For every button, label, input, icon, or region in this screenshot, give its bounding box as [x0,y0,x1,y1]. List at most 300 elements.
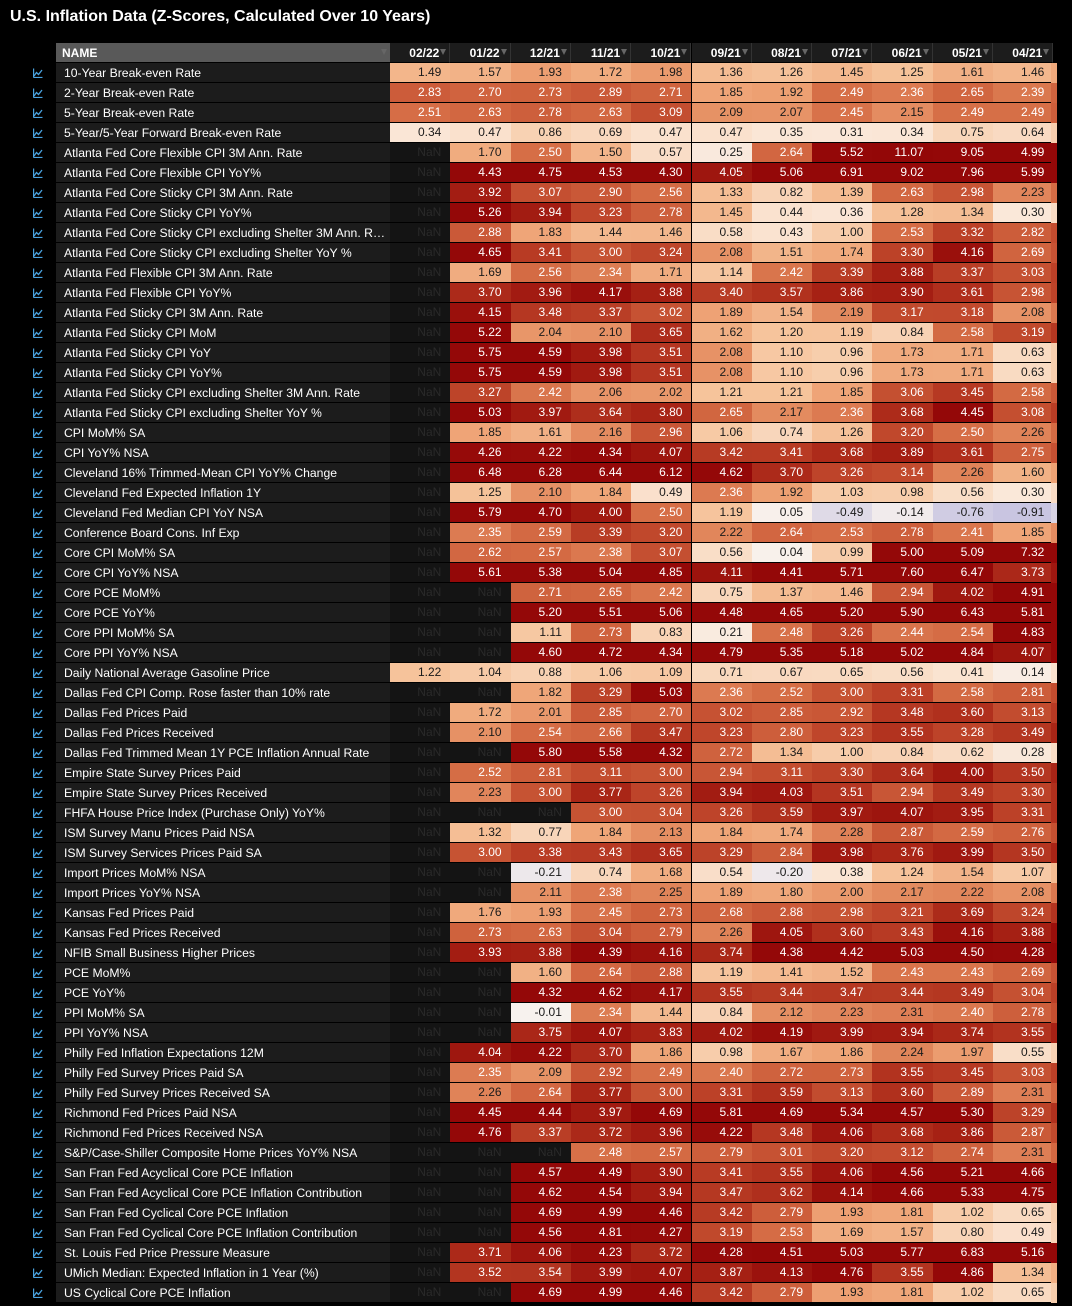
table-row[interactable] [0,843,1072,863]
value-cell: 2.88 [631,963,691,983]
column-header-09-21[interactable] [692,43,752,63]
chart-line-icon[interactable] [33,748,43,758]
value-cell: 2.59 [511,523,571,543]
table-row[interactable] [0,643,1072,663]
chart-line-icon[interactable] [33,208,43,218]
value-cell: 1.86 [631,1043,691,1063]
row-name: Atlanta Fed Sticky CPI YoY% [56,363,390,383]
value-cell: 3.55 [692,983,752,1003]
chart-line-icon[interactable] [33,848,43,858]
chart-line-icon[interactable] [33,868,43,878]
chart-line-icon[interactable] [33,488,43,498]
chart-line-icon[interactable] [33,808,43,818]
value-cell: 3.42 [692,443,752,463]
value-cell: 3.45 [933,383,993,403]
table-row[interactable] [0,443,1072,463]
chart-line-icon[interactable] [33,568,43,578]
chart-line-icon[interactable] [33,908,43,918]
filter-icon[interactable] [621,49,627,55]
value-cell: 1.76 [450,903,510,923]
value-cell: 2.43 [933,963,993,983]
filter-icon[interactable] [381,49,387,55]
table-row[interactable] [0,603,1072,623]
chart-line-icon[interactable] [33,828,43,838]
table-row[interactable] [0,83,1072,103]
value-cell: 3.43 [571,843,631,863]
value-cell: 5.02 [872,643,932,663]
table-row[interactable] [0,943,1072,963]
value-cell: 0.35 [752,123,812,143]
value-cell: 3.99 [571,1263,631,1283]
value-cell: 4.17 [631,983,691,1003]
row-name: Atlanta Fed Flexible CPI 3M Ann. Rate [56,263,390,283]
value-cell: 3.59 [752,803,812,823]
table-row[interactable] [0,63,1072,83]
chart-line-icon[interactable] [33,408,43,418]
value-cell: 4.69 [511,1203,571,1223]
table-row[interactable] [0,243,1072,263]
row-name: Atlanta Fed Core Flexible CPI YoY% [56,163,390,183]
overflow-column-edge [1051,583,1057,603]
value-cell: 0.82 [752,183,812,203]
chart-line-icon[interactable] [33,508,43,518]
table-row[interactable] [0,803,1072,823]
value-cell: NaN [390,423,450,443]
table-row[interactable] [0,743,1072,763]
chart-line-icon[interactable] [33,1088,43,1098]
overflow-column-edge [1051,1163,1057,1183]
value-cell: 1.34 [933,203,993,223]
filter-icon[interactable] [440,49,446,55]
table-row[interactable] [0,963,1072,983]
filter-icon[interactable] [742,49,748,55]
value-cell: 4.62 [692,463,752,483]
table-row[interactable] [0,783,1072,803]
value-cell: 3.51 [812,783,872,803]
value-cell: NaN [450,643,510,663]
chart-line-icon[interactable] [33,168,43,178]
value-cell: 5.09 [933,543,993,563]
value-cell: 4.99 [571,1203,631,1223]
column-header-05-21[interactable] [933,43,993,63]
value-cell: 2.22 [692,523,752,543]
value-cell: -0.14 [872,503,932,523]
chart-line-icon[interactable] [33,1208,43,1218]
table-row[interactable] [0,1123,1072,1143]
table-row[interactable] [0,363,1072,383]
column-header-label: 07/21 [831,46,862,60]
table-row[interactable] [0,1063,1072,1083]
table-row[interactable] [0,1083,1072,1103]
table-row[interactable] [0,263,1072,283]
value-cell: 4.66 [872,1183,932,1203]
value-cell: 4.46 [631,1203,691,1223]
value-cell: NaN [450,1203,510,1223]
table-row[interactable] [0,483,1072,503]
value-cell: 2.34 [571,1003,631,1023]
value-cell: 2.06 [571,383,631,403]
row-name: Atlanta Fed Core Sticky CPI YoY% [56,203,390,223]
value-cell: NaN [390,903,450,923]
table-row[interactable] [0,823,1072,843]
value-cell: NaN [450,1023,510,1043]
chart-line-icon[interactable] [33,528,43,538]
chart-line-icon[interactable] [33,1268,43,1278]
table-row[interactable] [0,703,1072,723]
value-cell: NaN [390,1223,450,1243]
table-row[interactable] [0,1243,1072,1263]
chart-line-icon[interactable] [33,768,43,778]
filter-icon[interactable] [561,49,567,55]
value-cell: 3.94 [692,783,752,803]
value-cell: 3.92 [450,183,510,203]
chart-line-icon[interactable] [33,388,43,398]
chart-line-icon[interactable] [33,708,43,718]
value-cell: 2.45 [812,103,872,123]
value-cell: 0.74 [752,423,812,443]
value-cell: 3.50 [993,763,1053,783]
value-cell: NaN [390,1023,450,1043]
value-cell: 4.32 [511,983,571,1003]
value-cell: 2.25 [631,883,691,903]
chart-line-icon[interactable] [33,148,43,158]
chart-line-icon[interactable] [33,448,43,458]
table-row[interactable] [0,583,1072,603]
value-cell: 6.43 [933,603,993,623]
table-row[interactable] [0,543,1072,563]
table-row[interactable] [0,883,1072,903]
table-row[interactable] [0,863,1072,883]
chart-line-icon[interactable] [33,1228,43,1238]
table-row[interactable] [0,1163,1072,1183]
chart-line-icon[interactable] [33,188,43,198]
value-cell: 2.58 [933,323,993,343]
value-cell: 0.62 [933,743,993,763]
row-name: Core PPI YoY% NSA [56,643,390,663]
value-cell: 4.22 [511,443,571,463]
value-cell: 1.21 [752,383,812,403]
value-cell: 7.32 [993,543,1053,563]
value-cell: 3.98 [571,363,631,383]
chart-line-icon[interactable] [33,688,43,698]
value-cell: 4.53 [571,163,631,183]
value-cell: 2.36 [692,683,752,703]
value-cell: 4.07 [872,803,932,823]
value-cell: 2.65 [571,583,631,603]
filter-icon[interactable] [1043,49,1049,55]
column-header-08-21[interactable] [752,43,812,63]
overflow-column-edge [1051,523,1057,543]
value-cell: 1.81 [872,1203,932,1223]
value-cell: 2.50 [631,503,691,523]
value-cell: 3.96 [631,1123,691,1143]
table-row[interactable] [0,143,1072,163]
value-cell: 2.13 [631,823,691,843]
value-cell: 3.30 [812,763,872,783]
value-cell: 4.17 [571,283,631,303]
row-name: CPI MoM% SA [56,423,390,443]
chart-line-icon[interactable] [33,1148,43,1158]
filter-icon[interactable] [501,49,507,55]
value-cell: 4.30 [631,163,691,183]
table-row[interactable] [0,1203,1072,1223]
column-header-06-21[interactable] [872,43,932,63]
value-cell: 2.38 [571,543,631,563]
value-cell: 2.66 [571,723,631,743]
chart-line-icon[interactable] [33,608,43,618]
value-cell: 5.22 [450,323,510,343]
value-cell: 0.75 [933,123,993,143]
table-row[interactable] [0,503,1072,523]
table-row[interactable] [0,903,1072,923]
table-row[interactable] [0,323,1072,343]
value-cell: 1.44 [631,1003,691,1023]
value-cell: 4.99 [993,143,1053,163]
chart-line-icon[interactable] [33,588,43,598]
value-cell: 6.44 [571,463,631,483]
value-cell: 2.73 [571,623,631,643]
filter-icon[interactable] [923,49,929,55]
filter-icon[interactable] [983,49,989,55]
table-row[interactable] [0,403,1072,423]
chart-line-icon[interactable] [33,128,43,138]
column-header-02-22[interactable] [390,43,450,63]
value-cell: NaN [390,183,450,203]
table-row[interactable] [0,683,1072,703]
value-cell: 4.23 [571,1243,631,1263]
table-row[interactable] [0,1223,1072,1243]
overflow-column-edge [1051,883,1057,903]
row-name: Cleveland Fed Median CPI YoY NSA [56,503,390,523]
chart-line-icon[interactable] [33,308,43,318]
column-header-11-21[interactable] [571,43,631,63]
chart-line-icon[interactable] [33,1108,43,1118]
value-cell: 3.39 [571,523,631,543]
overflow-column-edge [1051,1043,1057,1063]
value-cell: 3.45 [933,1063,993,1083]
row-name: San Fran Fed Cyclical Core PCE Inflation [56,1203,390,1223]
table-row[interactable] [0,523,1072,543]
table-row[interactable] [0,623,1072,643]
table-row[interactable] [0,183,1072,203]
value-cell: 3.21 [872,903,932,923]
column-header-04-21[interactable] [993,43,1053,63]
table-row[interactable] [0,1043,1072,1063]
chart-line-icon[interactable] [33,88,43,98]
value-cell: 2.98 [933,183,993,203]
value-cell: 3.39 [812,263,872,283]
value-cell: 4.65 [752,603,812,623]
row-name: UMich Median: Expected Inflation in 1 Year (%) [56,1263,390,1283]
chart-line-icon[interactable] [33,988,43,998]
value-cell: NaN [390,1183,450,1203]
row-name: Cleveland Fed Expected Inflation 1Y [56,483,390,503]
table-row[interactable] [0,763,1072,783]
row-name: PCE MoM% [56,963,390,983]
value-cell: 3.06 [872,383,932,403]
table-row[interactable] [0,723,1072,743]
row-name: ISM Survey Services Prices Paid SA [56,843,390,863]
table-row[interactable] [0,1103,1072,1123]
value-cell: 2.35 [450,523,510,543]
value-cell: 4.50 [933,943,993,963]
value-cell: 3.83 [631,1023,691,1043]
value-cell: 3.14 [872,463,932,483]
table-row[interactable] [0,383,1072,403]
overflow-column-edge [1051,763,1057,783]
chart-line-icon[interactable] [33,788,43,798]
chart-line-icon[interactable] [33,1288,43,1298]
chart-line-icon[interactable] [33,228,43,238]
value-cell: 2.71 [631,83,691,103]
value-cell: 2.31 [872,1003,932,1023]
value-cell: 6.12 [631,463,691,483]
chart-line-icon[interactable] [33,68,43,78]
value-cell: 1.83 [511,223,571,243]
value-cell: 6.28 [511,463,571,483]
row-name: Dallas Fed Trimmed Mean 1Y PCE Inflation Annual Rate [56,743,390,763]
chart-line-icon[interactable] [33,668,43,678]
table-row[interactable] [0,983,1072,1003]
table-row[interactable] [0,463,1072,483]
chart-line-icon[interactable] [33,948,43,958]
value-cell: 1.03 [812,483,872,503]
overflow-column-edge [1051,983,1057,1003]
overflow-column-edge [1051,203,1057,223]
row-name: FHFA House Price Index (Purchase Only) YoY% [56,803,390,823]
value-cell: 3.99 [812,1023,872,1043]
chart-line-icon[interactable] [33,428,43,438]
value-cell: 0.21 [692,623,752,643]
chart-line-icon[interactable] [33,328,43,338]
value-cell: 3.30 [993,783,1053,803]
column-header-12-21[interactable] [511,43,571,63]
column-header-07-21[interactable] [812,43,872,63]
value-cell: 3.47 [812,983,872,1003]
value-cell: 2.81 [511,763,571,783]
chart-line-icon[interactable] [33,1048,43,1058]
row-name: Dallas Fed Prices Paid [56,703,390,723]
filter-icon[interactable] [862,49,868,55]
value-cell: 3.08 [993,403,1053,423]
value-cell: 5.18 [812,643,872,663]
overflow-column-edge [1051,243,1057,263]
value-cell: 3.89 [872,443,932,463]
chart-line-icon[interactable] [33,108,43,118]
chart-line-icon[interactable] [33,728,43,738]
value-cell: 3.20 [872,423,932,443]
filter-icon[interactable] [802,49,808,55]
table-row[interactable] [0,123,1072,143]
chart-line-icon[interactable] [33,1008,43,1018]
value-cell: 4.07 [631,1263,691,1283]
value-cell: 3.65 [631,323,691,343]
chart-line-icon[interactable] [33,348,43,358]
table-row[interactable] [0,663,1072,683]
value-cell: 2.28 [812,823,872,843]
chart-line-icon[interactable] [33,648,43,658]
table-row[interactable] [0,563,1072,583]
table-row[interactable] [0,223,1072,243]
value-cell: 2.54 [511,723,571,743]
table-row[interactable] [0,1183,1072,1203]
table-row[interactable] [0,1143,1072,1163]
chart-line-icon[interactable] [33,1188,43,1198]
chart-line-icon[interactable] [33,1128,43,1138]
value-cell: 2.40 [933,1003,993,1023]
table-row[interactable] [0,923,1072,943]
value-cell: 1.06 [692,423,752,443]
value-cell: 2.58 [933,683,993,703]
chart-line-icon[interactable] [33,1168,43,1178]
value-cell: 0.67 [752,663,812,683]
row-name: San Fran Fed Acyclical Core PCE Inflation [56,1163,390,1183]
value-cell: 1.71 [631,263,691,283]
value-cell: 2.23 [812,1003,872,1023]
value-cell: 4.49 [571,1163,631,1183]
value-cell: 3.74 [933,1023,993,1043]
name-column-header[interactable] [56,43,390,63]
filter-icon[interactable] [681,49,687,55]
value-cell: NaN [450,1183,510,1203]
table-row[interactable] [0,203,1072,223]
chart-line-icon[interactable] [33,1248,43,1258]
chart-line-icon[interactable] [33,548,43,558]
value-cell: 4.79 [692,643,752,663]
table-row[interactable] [0,303,1072,323]
value-cell: 2.87 [993,1123,1053,1143]
table-row[interactable] [0,103,1072,123]
chart-line-icon[interactable] [33,1028,43,1038]
value-cell: 0.63 [993,343,1053,363]
value-cell: 1.10 [752,363,812,383]
table-row[interactable] [0,283,1072,303]
value-cell: NaN [450,863,510,883]
value-cell: 3.11 [752,763,812,783]
value-cell: 0.96 [812,343,872,363]
table-row[interactable] [0,163,1072,183]
table-row[interactable] [0,1023,1072,1043]
value-cell: 1.14 [692,263,752,283]
value-cell: 2.02 [631,383,691,403]
value-cell: 1.54 [933,863,993,883]
chart-line-icon[interactable] [33,1068,43,1078]
value-cell: 3.50 [993,843,1053,863]
chart-line-icon[interactable] [33,468,43,478]
value-cell: 3.88 [631,283,691,303]
chart-line-icon[interactable] [33,248,43,258]
value-cell: 3.17 [872,303,932,323]
value-cell: NaN [390,883,450,903]
chart-line-icon[interactable] [33,288,43,298]
column-header-01-22[interactable] [450,43,510,63]
chart-line-icon[interactable] [33,368,43,378]
chart-line-icon[interactable] [33,928,43,938]
column-header-10-21[interactable] [631,43,691,63]
chart-line-icon[interactable] [33,268,43,278]
chart-line-icon[interactable] [33,888,43,898]
value-cell: 2.19 [812,303,872,323]
chart-line-icon[interactable] [33,968,43,978]
table-row[interactable] [0,423,1072,443]
chart-line-icon[interactable] [33,628,43,638]
table-row[interactable] [0,343,1072,363]
table-row[interactable] [0,1003,1072,1023]
value-cell: 1.04 [450,663,510,683]
table-row[interactable] [0,1263,1072,1283]
table-row[interactable] [0,1283,1072,1303]
value-cell: 4.75 [511,163,571,183]
